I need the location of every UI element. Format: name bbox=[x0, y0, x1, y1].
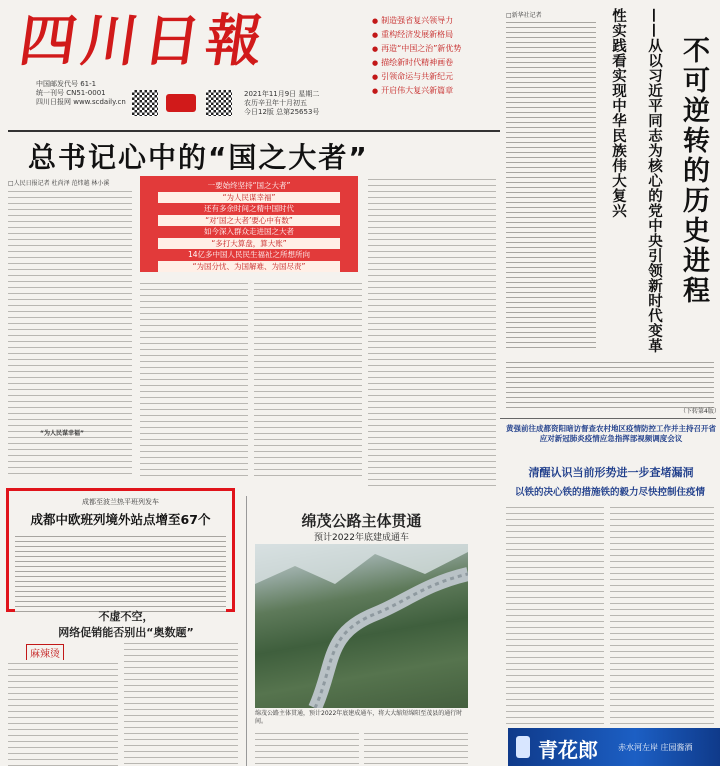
lead-byline: □人民日报记者 杜尚泽 范炜越 林小溪 bbox=[8, 180, 110, 187]
lead-sub-quote: “为人民谋幸福” bbox=[40, 430, 84, 437]
masthead-date-block bbox=[244, 90, 364, 117]
masthead-issue: 今日12版 总第25653号 bbox=[244, 108, 320, 116]
commentary-text-column bbox=[8, 660, 118, 766]
nav-item[interactable]: ● 制造强省复兴领导力 bbox=[372, 14, 500, 28]
nav-item[interactable]: ● 引领命运与共新纪元 bbox=[372, 70, 500, 84]
lead-headline[interactable]: 总书记心中的“国之大者” bbox=[28, 141, 369, 174]
highlight-text bbox=[15, 534, 226, 612]
divider bbox=[500, 418, 716, 419]
road-text-column bbox=[255, 730, 359, 766]
divider bbox=[246, 496, 247, 766]
road-headline[interactable]: 绵茂公路主体贯通 bbox=[301, 512, 422, 530]
masthead-date: 2021年11月9日 星期二 bbox=[244, 90, 320, 98]
road-text-column bbox=[364, 730, 468, 766]
summary-line: 一要始终坚持“国之大者” bbox=[207, 181, 291, 190]
ad-brand: 青花郎 bbox=[538, 738, 598, 762]
continued-tag: （下转第4版） bbox=[680, 408, 720, 415]
road-caption: 绵茂公路主体贯通，预计2022年底建成通车，将大大缩短绵阳至茂县的通行时间。 bbox=[255, 710, 463, 725]
covid-text-column bbox=[610, 504, 714, 724]
nav-item[interactable]: ● 再造“中国之治”新优势 bbox=[372, 42, 500, 56]
highlight-kicker: 成都至波兰热平班列发车 bbox=[82, 498, 159, 506]
summary-line: 如今深入群众走进国之大者 bbox=[204, 227, 294, 236]
masthead-info-block bbox=[36, 80, 126, 107]
summary-line: 还有多余时间之精中国时代 bbox=[204, 204, 294, 213]
summary-line-highlight: “为人民谋幸福” bbox=[158, 192, 340, 204]
divider bbox=[8, 130, 500, 132]
covid-headline-2[interactable]: 以铁的决心铁的措施铁的毅力尽快控制住疫情 bbox=[514, 487, 705, 498]
bottle-icon bbox=[516, 736, 530, 758]
highlighted-article[interactable] bbox=[6, 488, 235, 612]
right-article-subtitle: ——从以习近平同志为核心的党中央引领新时代变革性实践看实现中华民族伟大复兴 bbox=[610, 8, 662, 353]
commentary-headline-2[interactable]: 网络促销能否别出“奥数题” bbox=[58, 626, 194, 639]
summary-line: 14亿多中国人民民生福祉之所想所向 bbox=[187, 250, 311, 259]
masthead-info-line: 中国邮发代号 61-1 bbox=[36, 80, 97, 88]
summary-line-highlight: “多打大算盘，算大账” bbox=[158, 238, 340, 250]
covid-text-column bbox=[506, 504, 604, 724]
nav-item[interactable]: ● 重构经济发展新格局 bbox=[372, 28, 500, 42]
covid-headline-1[interactable]: 清醒认识当前形势进一步查堵漏洞 bbox=[528, 466, 694, 479]
ad-slogan: 赤水河左岸 庄园酱酒 bbox=[618, 743, 693, 752]
lead-text-column bbox=[368, 176, 496, 488]
lead-text-column bbox=[254, 280, 362, 480]
road-subheadline: 预计2022年底建成通车 bbox=[314, 533, 409, 543]
commentary-tag: 麻辣烫 bbox=[26, 644, 64, 661]
right-article-title: 不可逆转的历史进程 bbox=[678, 36, 709, 306]
masthead-info-line: 四川日报网 www.scdaily.cn bbox=[36, 98, 126, 106]
summary-line-highlight: “对‘国之大者’要心中有数” bbox=[158, 215, 340, 227]
summary-line-highlight: “为国分忧、为国解难、为国尽责” bbox=[158, 261, 340, 273]
article-text-column bbox=[506, 20, 596, 350]
masthead-title: 四川日報 bbox=[15, 8, 273, 74]
article-text-column bbox=[506, 360, 714, 410]
road-photo[interactable] bbox=[255, 544, 468, 708]
advertisement-banner[interactable] bbox=[508, 728, 720, 766]
top-nav-list bbox=[372, 14, 500, 98]
lead-text-column bbox=[140, 280, 248, 480]
nav-item[interactable]: ● 开启伟大复兴新篇章 bbox=[372, 84, 500, 98]
qr-code-icon bbox=[132, 90, 158, 116]
commentary-text-column bbox=[124, 640, 238, 766]
masthead-info-line: 统一刊号 CN51-0001 bbox=[36, 89, 106, 97]
road-landscape-icon bbox=[255, 544, 468, 708]
highlight-headline: 成都中欧班列境外站点增至67个 bbox=[30, 512, 211, 527]
masthead-lunar-date: 农历辛丑年十月初五 bbox=[244, 99, 307, 107]
qr-code-icon bbox=[206, 90, 232, 116]
lead-summary-box bbox=[140, 176, 358, 272]
commentary-headline-1: 不虚不空， bbox=[98, 610, 154, 623]
column-tag: □新华社记者 bbox=[506, 12, 542, 19]
app-logo-icon bbox=[166, 94, 196, 112]
nav-item[interactable]: ● 描绘新时代精神画卷 bbox=[372, 56, 500, 70]
covid-kicker: 黄强前往成都资阳暗访督查农村地区疫情防控工作并主持召开省应对新冠肺炎疫情应急指挥部视频调度会议 bbox=[506, 424, 716, 443]
